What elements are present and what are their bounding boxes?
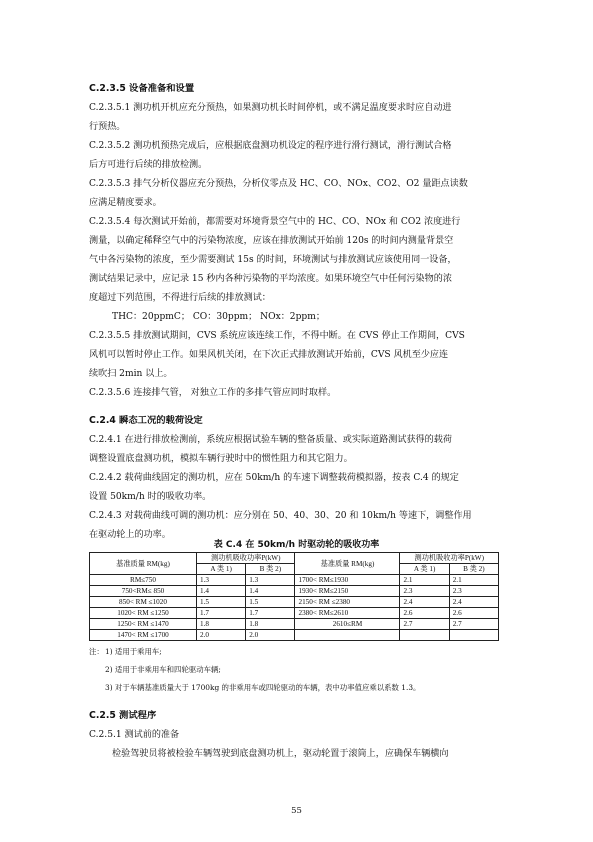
mass-header-left: 基准质量 RM(kg) [90, 553, 197, 575]
table-row [90, 586, 499, 597]
paragraph-c2356: C.2.3.5.6 连接排气管， 对独立工作的多排气管应同时取样。 [89, 388, 337, 398]
paragraph-c2352-line1: C.2.3.5.2 测功机预热完成后，应根据底盘测功机设定的程序进行滑行测试，滑行测试合格 [89, 141, 452, 151]
paragraph-c251-body: 检验驾驶员将被检验车辆驾驶到底盘测功机上，驱动轮置于滚筒上，应确保车辆横向 [112, 749, 449, 759]
power-b-cell: 1.7 [246, 608, 295, 619]
paragraph-c241-line2: 调整设置底盘测功机，模拟车辆行驶时中的惯性阻力和其它阻力。 [89, 454, 353, 464]
power-b-cell: 1.8 [246, 619, 295, 630]
mass-cell: 2380< RM≤2610 [295, 608, 400, 619]
paragraph-c2351-line2: 行预热。 [89, 122, 126, 132]
table-row [90, 597, 499, 608]
class-b-header-left: B 类 2) [246, 564, 295, 575]
paragraph-c251: C.2.5.1 测试前的准备 [89, 730, 180, 740]
paragraph-c2354-line2: 测量，以确定稀释空气中的污染物浓度，应该在排放测试开始前 120s 的时间内测量背景空 [89, 236, 454, 246]
table-row [90, 630, 499, 641]
mass-cell: 850< RM ≤1020 [90, 597, 197, 608]
mass-cell: 1020< RM ≤1250 [90, 608, 197, 619]
class-a-header-right: A 类 1) [400, 564, 449, 575]
paragraph-c242-line2: 设置 50km/h 时的吸收功率。 [89, 492, 212, 502]
mass-cell: 2150< RM ≤2380 [295, 597, 400, 608]
power-header-left: 测功机吸收功率P(kW) [197, 553, 295, 564]
power-b-cell: 1.5 [246, 597, 295, 608]
power-b-cell: 2.1 [449, 575, 498, 586]
power-header-right: 测功机吸收功率P(kW) [400, 553, 499, 564]
power-b-cell: 2.4 [449, 597, 498, 608]
note-1: 1) 适用于乘用车; [105, 647, 162, 656]
mass-cell [295, 630, 400, 641]
power-b-cell: 1.4 [246, 586, 295, 597]
class-a-header-left: A 类 1) [197, 564, 246, 575]
mass-header-right: 基准质量 RM(kg) [295, 553, 400, 575]
section-heading-c235: C.2.3.5 设备准备和设置 [89, 83, 195, 94]
mass-cell: 750<RM≤ 850 [90, 586, 197, 597]
power-a-cell: 1.3 [197, 575, 246, 586]
power-b-cell: 2.0 [246, 630, 295, 641]
mass-cell: 1700< RM≤1930 [295, 575, 400, 586]
power-b-cell: 1.3 [246, 575, 295, 586]
power-a-cell: 2.0 [197, 630, 246, 641]
paragraph-c2355-line2: 风机可以暂时停止工作。如果风机关闭，在下次正式排放测试开始前，CVS 风机至少应连 [89, 350, 449, 360]
paragraph-c2354-line5: 度超过下列范围，不得进行后续的排放测试： [89, 293, 271, 303]
paragraph-c243-line1: C.2.4.3 对载荷曲线可调的测功机：应分别在 50、40、30、20 和 10km/h 等速下，调整作用 [89, 511, 472, 521]
mass-cell: RM≤750 [90, 575, 197, 586]
section-heading-c24: C.2.4 瞬态工况的载荷设定 [89, 415, 203, 426]
power-b-cell: 2.6 [449, 608, 498, 619]
paragraph-c2354-line3: 气中各污染物的浓度，至少需要测试 15s 的时间，环境测试与排放测试应该使用同一设备， [89, 255, 457, 265]
power-b-cell: 2.7 [449, 619, 498, 630]
paragraph-c2353-line2: 应满足精度要求。 [89, 198, 162, 208]
paragraph-c2352-line2: 后方可进行后续的排放检测。 [89, 160, 208, 170]
section-heading-c25: C.2.5 测试程序 [89, 710, 157, 721]
note-2: 2) 适用于非乘用车和四轮驱动车辆; [105, 665, 221, 674]
mass-cell: 1930< RM≤2150 [295, 586, 400, 597]
power-a-cell: 1.5 [197, 597, 246, 608]
class-b-header-right: B 类 2) [449, 564, 498, 575]
power-a-cell: 2.4 [400, 597, 449, 608]
table-row [90, 575, 499, 586]
table-row [90, 619, 499, 630]
mass-cell: 1470< RM ≤1700 [90, 630, 197, 641]
note-3: 3) 对于车辆基准质量大于 1700kg 的非乘用车或四轮驱动的车辆，表中功率值应乘以系数 1.3。 [105, 683, 421, 692]
power-a-cell: 1.4 [197, 586, 246, 597]
paragraph-c243-line2: 在驱动轮上的功率。 [89, 530, 171, 540]
background-limits: THC：20ppmC； CO：30ppm； NOx：2ppm； [112, 312, 325, 322]
table-row [90, 608, 499, 619]
paragraph-c2355-line1: C.2.3.5.5 排放测试期间，CVS 系统应该连续工作，不得中断。在 CVS 停止工作期间，CVS [89, 331, 465, 341]
paragraph-c2354-line4: 测试结果记录中，应记录 15 秒内各种污染物的平均浓度。如果环境空气中任何污染物的浓 [89, 274, 452, 284]
mass-cell: 2610≤RM [295, 619, 400, 630]
table-caption: 表 C.4 在 50km/h 时驱动轮的吸收功率 [213, 540, 380, 550]
paragraph-c241-line1: C.2.4.1 在进行排放检测前，系统应根据试验车辆的整备质量、或实际道路测试获得的载荷 [89, 435, 452, 445]
power-a-cell: 1.8 [197, 619, 246, 630]
page-number: 55 [291, 806, 302, 816]
paragraph-c2353-line1: C.2.3.5.3 排气分析仪器应充分预热，分析仪零点及 HC、CO、NOx、CO2、O2 量距点读数 [89, 179, 468, 189]
power-a-cell [400, 630, 449, 641]
paragraph-c2355-line3: 续吹扫 2min 以上。 [89, 369, 173, 379]
note-label: 注： [89, 647, 104, 656]
power-a-cell: 1.7 [197, 608, 246, 619]
paragraph-c2351-line1: C.2.3.5.1 测功机开机应充分预热，如果测功机长时间停机，或不满足温度要求时应自动进 [89, 103, 452, 113]
power-a-cell: 2.7 [400, 619, 449, 630]
mass-cell: 1250< RM ≤1470 [90, 619, 197, 630]
power-table [89, 552, 499, 641]
paragraph-c2354-line1: C.2.3.5.4 每次测试开始前，都需要对环境背景空气中的 HC、CO、NOx 和 CO2 浓度进行 [89, 217, 461, 227]
power-b-cell [449, 630, 498, 641]
power-a-cell: 2.6 [400, 608, 449, 619]
power-a-cell: 2.1 [400, 575, 449, 586]
power-b-cell: 2.3 [449, 586, 498, 597]
power-a-cell: 2.3 [400, 586, 449, 597]
paragraph-c242-line1: C.2.4.2 载荷曲线固定的测功机，应在 50km/h 的车速下调整载荷模拟器，按表 C.4 的规定 [89, 473, 459, 483]
